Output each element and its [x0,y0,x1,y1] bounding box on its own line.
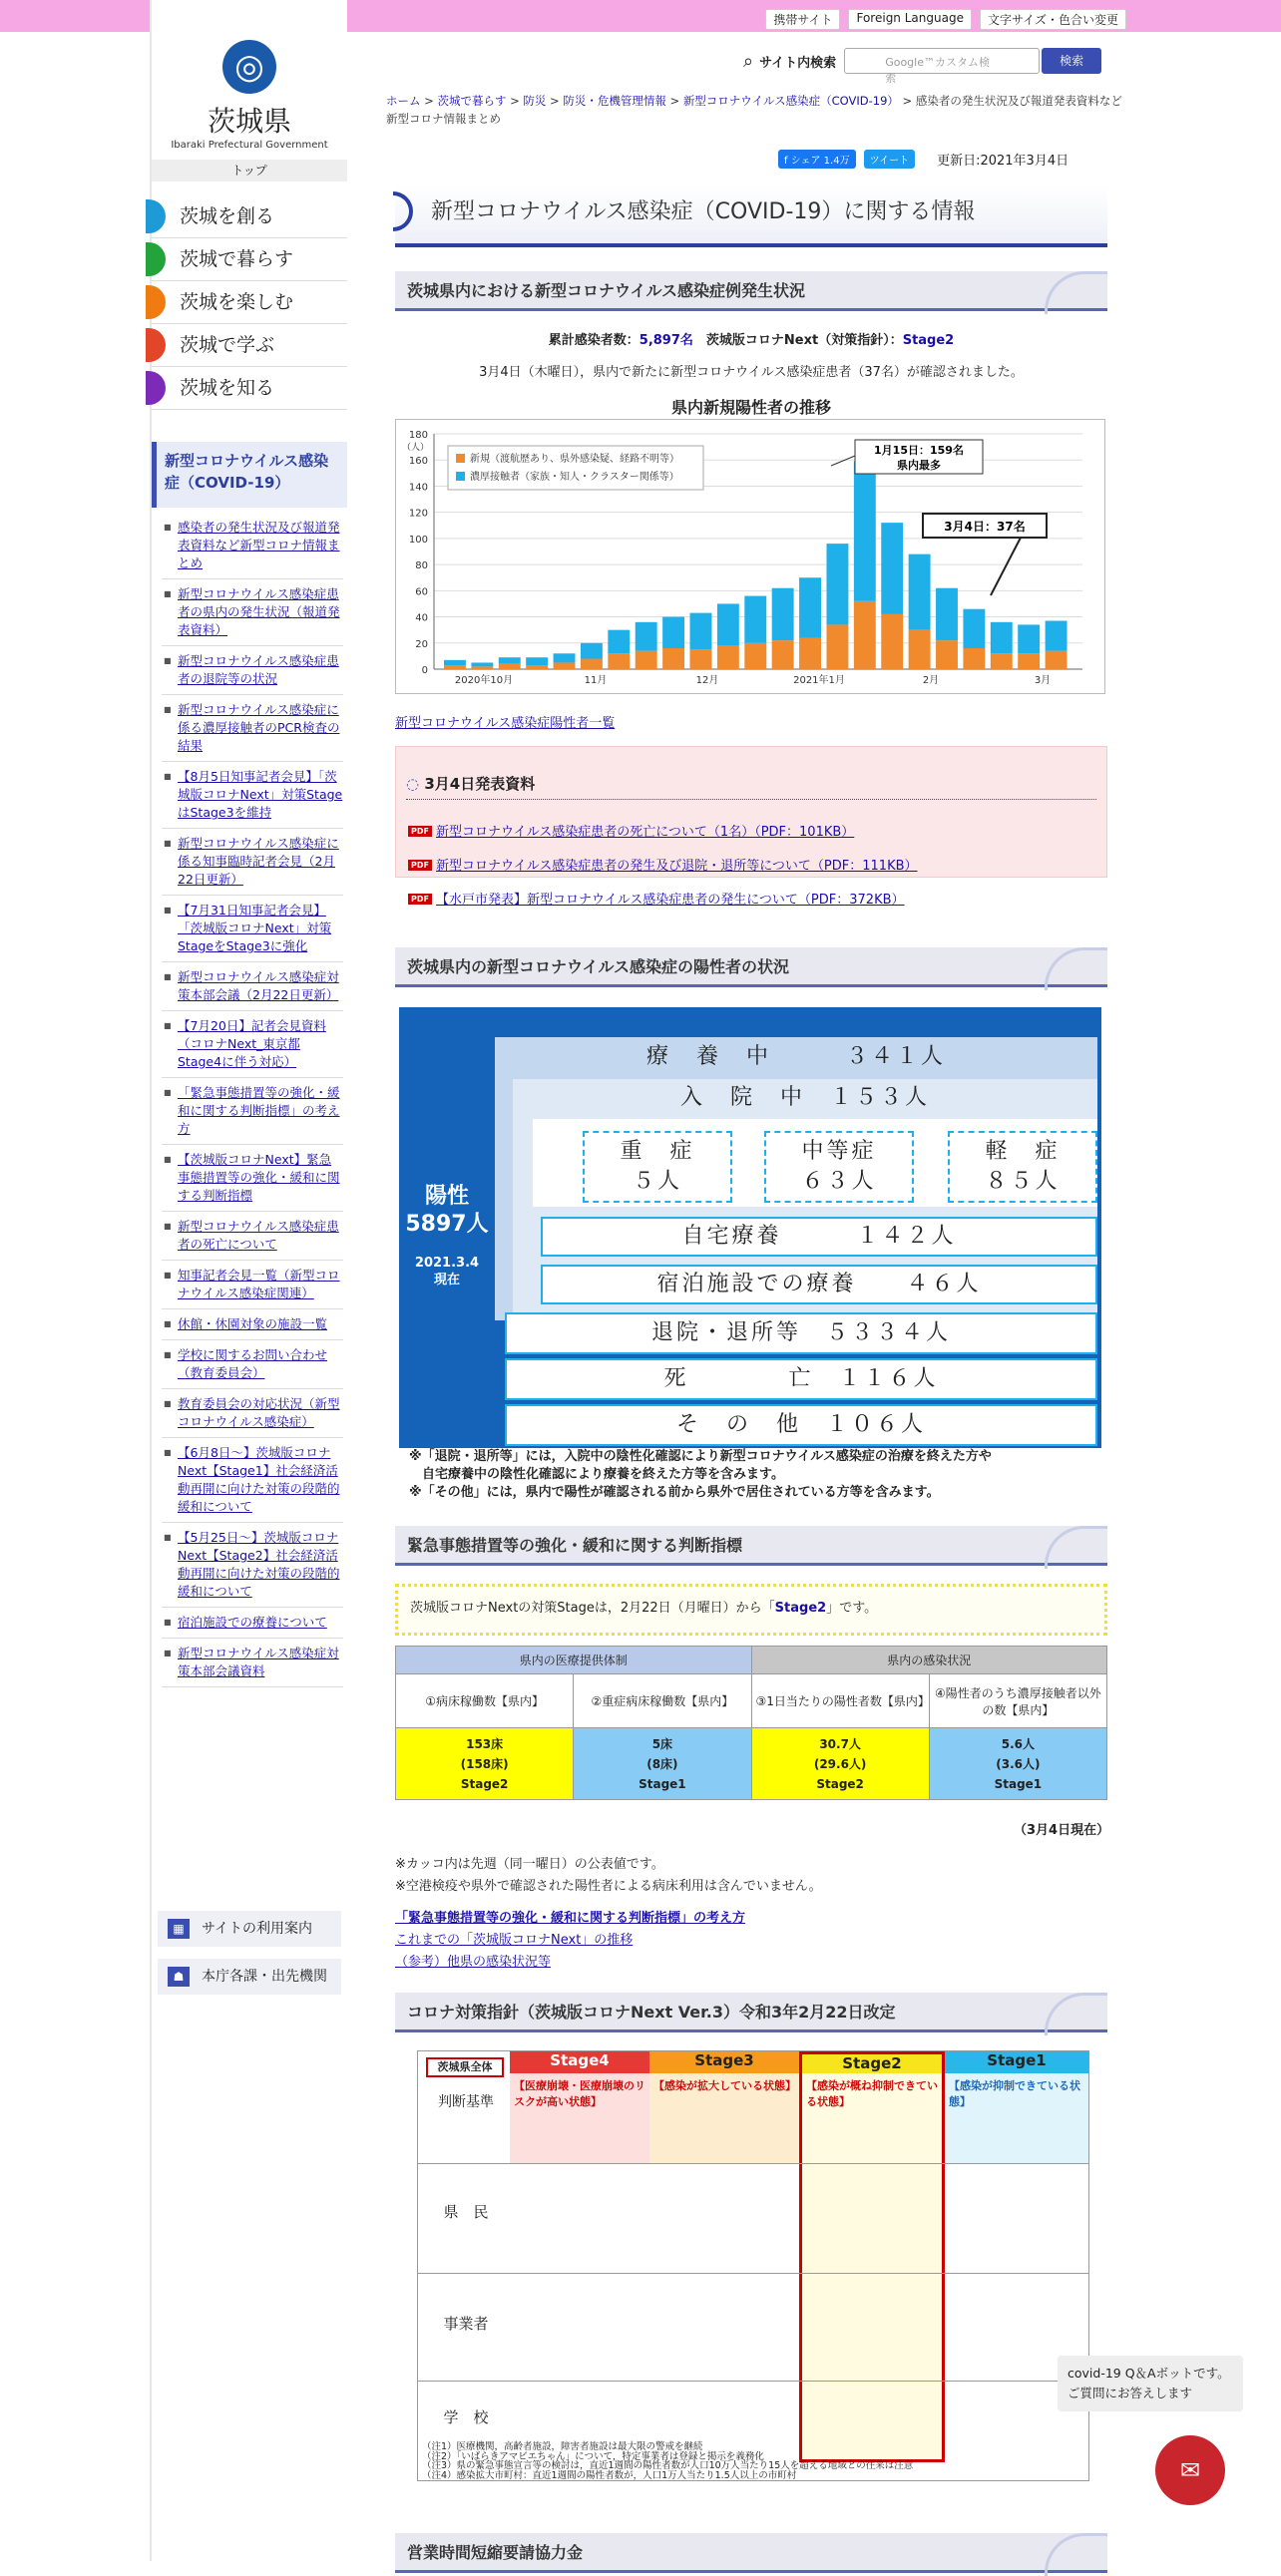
pdf-icon: PDF [408,826,432,837]
search-button[interactable]: 検索 [1042,48,1101,74]
row-criteria: 判断基準 [438,2094,494,2110]
y-tick-label: 100 [408,534,428,546]
logo-text-jp: 茨城県 [207,105,291,138]
bar-new [526,665,548,669]
dotted-divider [406,799,1096,800]
bar-new [826,624,848,669]
menu-item-label: 茨城で学ぶ [180,334,275,356]
site-guide-label: サイトの利用案内 [202,1921,313,1937]
bar-contact [799,577,821,637]
search-icon: ⌕ [743,50,754,72]
row-divider [418,2381,1088,2382]
row-divider [418,2273,1088,2274]
severe-box [583,1131,732,1203]
value-main: 5床 [651,1736,673,1751]
bar-contact [581,643,603,659]
facebook-share-button[interactable]: f シェア 1.4万 [778,150,856,169]
breadcrumb: ホーム > 茨城で暮らす > 防災 > 防災・危機管理情報 > 新型コロナウイルス感染症（COVID-19） > 感染者の発生状況及び報道発表資料など新型コロナ情報まとめ [386,94,1122,126]
status-note: ※「その他」には，県内で陽性が確認される前から県外で居住されている方等を含みます。 [409,1485,940,1500]
site-logo[interactable] [152,40,347,151]
x-tick-label: 12月 [695,675,719,686]
cumulative-summary [395,329,1107,348]
title-swirl-icon [393,191,413,231]
annotation-arrow [991,538,1021,595]
value-prev: (158床) [460,1756,509,1771]
pdf-link[interactable] [408,821,854,840]
y-tick-label: 0 [421,665,428,676]
bar-contact [1018,624,1040,653]
indicator-note: ※空港検疫や県外で確認された陽性者による病床利用は含んでいません。 [395,1879,822,1894]
value-main: 153床 [466,1736,504,1751]
indicator-value [396,1728,574,1800]
sidebar-link[interactable]: ■ 「緊急事態措置等の強化・緩和に関する判断指標」の考え方 [162,1078,343,1145]
moderate-box [764,1131,914,1203]
nav-top[interactable]: トップ [152,160,347,182]
annotation-sub: 県内最多 [897,459,941,472]
x-tick-label: 2020年10月 [454,675,514,686]
positive-label: 陽性 [424,1184,469,1209]
value-stage: Stage1 [994,1776,1043,1791]
mild-box [948,1131,1097,1203]
y-tick-label: 80 [415,560,428,572]
indicator-value [929,1728,1106,1800]
as-of-note: （3月4日現在） [1014,1823,1110,1838]
y-tick-label: 120 [408,508,428,520]
pdf-link[interactable] [408,855,918,874]
row-divider [418,2163,1088,2164]
summary-mid: 茨城版コロナNext（対策指針）： [692,333,903,348]
bar-new [909,630,931,669]
bar-contact [444,660,466,665]
page-title-text: 新型コロナウイルス感染症（COVID-19）に関する情報 [431,199,976,224]
x-tick-label: 11月 [584,675,608,686]
bar-new [881,614,903,669]
bar-new [608,653,630,669]
menu-item[interactable] [152,324,347,367]
bar-new [662,648,684,669]
as-of-date-value: 2021.3.4 [414,1256,480,1271]
bar-new [690,649,712,669]
press-release-heading [406,773,535,794]
mobile-site-link[interactable]: 携帯サイト [765,9,840,30]
sidebar-links [162,513,343,1687]
breadcrumb-current: 感染者の発生状況及び報道発表資料など新型コロナ情報まとめ [386,94,1122,126]
bar-new [854,601,876,669]
sidebar-link[interactable]: ■ 新型コロナウイルス感染症対策本部会議資料 [162,1639,343,1687]
menu-item[interactable] [152,195,347,238]
pdf-link-label: 【水戸市発表】新型コロナウイルス感染症患者の発生について（PDF：372KB） [435,893,905,908]
indicator-policy-link[interactable]: 「緊急事態措置等の強化・緩和に関する判断指標」の考え方 [395,1911,746,1926]
discharged-box: 退院・退所等 ５３３４人 [505,1312,1097,1354]
press-release-title: 3月4日発表資料 [424,775,536,793]
cumulative-count-link[interactable]: 5,897名 [639,333,693,348]
bar-contact [854,462,876,601]
y-tick-label: 160 [408,456,428,468]
bar-contact [963,609,985,648]
x-tick-label: 2021年1月 [793,675,845,686]
indicator-value [574,1728,751,1800]
positive-list-link[interactable]: 新型コロナウイルス感染症陽性者一覧 [395,716,616,731]
bar-new [581,659,603,669]
bar-contact [1046,620,1068,650]
bar-contact [636,622,657,651]
menu-item-label: 茨城で暮らす [180,248,294,270]
bar-contact [991,622,1013,653]
stage2-header: Stage2 [799,2051,945,2073]
stage-notice-pre: 茨城版コロナNextの対策Stageは，2月22日（月曜日）から「 [410,1601,775,1616]
guideline-corner: 茨城県全体 [426,2057,504,2077]
section-heading-indicators: 緊急事態措置等の強化・緩和に関する判断指標 [395,1526,1107,1566]
bar-new [717,645,739,669]
sidebar-link[interactable]: ■ 教育委員会の対応状況（新型コロナウイルス感染症） [162,1389,343,1438]
menu-item-label: 茨城を楽しむ [180,291,294,313]
row-residents: 県 民 [443,2203,489,2221]
menu-marker-icon [146,285,166,319]
site-search [743,48,1101,85]
positive-count: 5897人 [405,1212,489,1237]
next-history-link[interactable]: これまでの「茨城版コロナNext」の推移 [395,1933,634,1948]
indicator-col: ①病床稼働数【県内】 [396,1674,574,1728]
bar-contact [662,617,684,648]
moderate-count: ６３人 [801,1169,877,1194]
indicator-head-infection: 県内の感染状況 [751,1647,1107,1674]
section-heading-cases: 茨城県内における新型コロナウイルス感染症例発生状況 [395,271,1107,311]
today-announcement: 3月4日（木曜日），県内で新たに新型コロナウイルス感染症患者（37名）が確認されました。 [479,365,1024,380]
breadcrumb-bosai[interactable]: 防災 [523,94,547,108]
sidebar-link[interactable]: ■ 新型コロナウイルス感染症に係る知事臨時記者会見（2月22日更新） [162,829,343,896]
menu-marker-icon [146,328,166,362]
indicator-col: ④陽性者のうち濃厚接触者以外の数【県内】 [929,1674,1106,1728]
hotel-care-box: 宿泊施設での療養 ４６人 [541,1265,1097,1304]
site-guide-link[interactable] [158,1911,341,1947]
value-prev: (8床) [646,1756,678,1771]
stage-link[interactable]: Stage2 [902,333,955,348]
sidebar-link[interactable]: ■ 休館・休園対象の施設一覧 [162,1309,343,1340]
sidebar-link[interactable]: ■ 新型コロナウイルス感染症患者の県内の発生状況（報道発表資料） [162,579,343,646]
bar-new [636,651,657,669]
bar-contact [471,662,493,666]
guideline-note: （注1）医療機関，高齢者施設，障害者施設は最大限の警戒を継続 [422,2441,703,2452]
bar-new [444,665,466,669]
bar-new [772,640,794,669]
status-note: ※「退院・退所等」には，入院中の陰性化確認により新型コロナウイルス感染症の治療を終えた方や [409,1449,992,1464]
grid-icon: ▦ [168,1919,190,1939]
stage2-column: 【感染が概ね抑制できている状態】 [799,2073,945,2462]
chart-title: 県内新規陽性者の推移 [670,398,831,417]
stage1-criteria: 【感染が抑制できている状態】 [945,2073,1088,2163]
twitter-tweet-button[interactable]: ツイート [864,150,916,169]
global-menu [152,195,347,410]
as-of-date [403,1255,491,1288]
legend-swatch [456,472,465,481]
chat-icon[interactable]: ✉ [1155,2435,1225,2505]
pdf-link-label: 新型コロナウイルス感染症患者の死亡について（1名）（PDF：101KB） [435,825,855,840]
bar-new [554,662,576,669]
search-label: サイト内検索 [759,55,837,71]
y-tick-label: 180 [408,430,428,441]
menu-marker-icon [146,371,166,405]
bar-new [1046,651,1068,669]
page-title [395,185,1107,247]
new-cases-chart-svg [396,420,1104,693]
nyuin-label: 入 院 中 １５３人 [679,1085,930,1110]
section-heading-guideline: コロナ対策指針（茨城版コロナNext Ver.3）令和3年2月22日改定 [395,1993,1107,2032]
top-links [765,9,1126,30]
bar-new [991,653,1013,669]
bar-contact [826,544,848,624]
indicator-note: ※カッコ内は先週（同一曜日）の公表値です。 [395,1857,664,1872]
annotation-arrow [831,456,855,466]
stage1-header: Stage1 [945,2051,1088,2073]
guideline-note: （注3）県の緊急事態宣言等の検討は，直近1週間の陽性者数が人口10万人当たり15人を超える地域との往来は注意 [422,2460,914,2471]
indicator-value [751,1728,929,1800]
menu-item-label: 茨城を知る [180,377,275,399]
bar-contact [499,657,521,664]
foreign-language-link[interactable]: Foreign Language [848,9,971,30]
moderate-label: 中等症 [801,1139,877,1164]
indicator-table [395,1646,1107,1800]
chatbot-prompt[interactable]: covid-19 Q＆Aボットです。ご質問にお答えします [1058,2356,1243,2411]
stage3-criteria: 【感染が拡大している状態】 [649,2073,799,2163]
y-tick-label: 40 [415,612,428,624]
sidebar-link[interactable]: ■ 【6月8日～】茨城版コロナNext【Stage1】社会経済活動再開に向けた対策の段階的緩和について [162,1438,343,1523]
row-businesses: 事業者 [443,2315,489,2333]
bar-contact [554,653,576,662]
bar-new [936,640,958,669]
stage4-criteria: 【医療崩壊・医療崩壊のリスクが高い状態】 [510,2073,649,2163]
stage3-header: Stage3 [649,2051,799,2073]
y-tick-label: 140 [408,482,428,494]
bar-contact [881,523,903,614]
menu-item[interactable] [152,367,347,410]
updated-date: 更新日:2021年3月4日 [937,154,1069,169]
departments-link[interactable] [158,1959,341,1995]
pdf-link-label: 新型コロナウイルス感染症患者の発生及び退院・退所等について（PDF：111KB） [435,859,918,874]
x-tick-label: 2月 [922,675,940,686]
indicator-col: ②重症病床稼働数【県内】 [574,1674,751,1728]
status-note: 自宅療養中の陰性化確認により療養を終えた方等を含みます。 [409,1467,784,1482]
sidebar-link[interactable]: ■ 知事記者会見一覧（新型コロナウイルス感染症関連） [162,1261,343,1309]
logo-swirl-icon: ◎ [222,40,276,94]
breadcrumb-covid[interactable]: 新型コロナウイルス感染症（COVID-19） [682,94,899,108]
menu-marker-icon [146,199,166,233]
row-schools: 学 校 [443,2408,489,2426]
sidebar-link[interactable]: ■ 学校に関するお問い合わせ（教育委員会） [162,1340,343,1389]
bar-contact [526,657,548,665]
mild-label: 軽 症 [985,1139,1061,1164]
pdf-icon: PDF [408,860,432,871]
departments-label: 本庁各課・出先機関 [202,1969,327,1985]
other-prefectures-link[interactable]: （参考）他県の感染状況等 [395,1955,552,1970]
bar-new [1018,653,1040,669]
sidebar-link[interactable]: ■ 【7月31日知事記者会見】「茨城版コロナNext」対策StageをStage3に強化 [162,896,343,962]
positive-status-diagram [399,1007,1101,1448]
ryoyo-label: 療 養 中 ３４１人 [645,1044,946,1069]
deaths-box: 死 亡 １１６人 [505,1358,1097,1400]
legend-label: 濃厚接触者（家族・知人・クラスター関係等） [470,472,679,483]
bar-contact [608,630,630,654]
guideline-note: （注2）「いばらきアマビエちゃん」について，特定事業者は登録と掲示を義務化 [422,2450,764,2462]
indicator-col: ③1日当たりの陽性者数【県内】 [751,1674,929,1728]
bar-contact [744,596,766,643]
share-bar [778,150,1068,169]
sidebar-link[interactable]: ■ 新型コロナウイルス感染症に係る濃厚接触者のPCR検査の結果 [162,695,343,762]
indicator-head-medical: 県内の医療提供体制 [396,1647,752,1674]
sidebar-link[interactable]: ■ 新型コロナウイルス感染症患者の死亡について [162,1212,343,1261]
stage4-header: Stage4 [510,2051,649,2073]
value-stage: Stage2 [816,1776,864,1791]
guideline-notes [422,2442,1084,2480]
bar-new [471,666,493,669]
breadcrumb-bosai-info[interactable]: 防災・危機管理情報 [563,94,666,108]
bar-new [799,638,821,669]
bar-contact [936,588,958,640]
sidebar-link[interactable]: ■ 新型コロナウイルス感染症患者の退院等の状況 [162,646,343,695]
breadcrumb-live[interactable]: 茨城で暮らす [437,94,507,108]
menu-item-label: 茨城を創る [180,205,275,227]
bar-new [499,664,521,669]
section-heading-positives: 茨城県内の新型コロナウイルス感染症の陽性者の状況 [395,947,1107,987]
sidebar-link[interactable]: ■ 新型コロナウイルス感染症対策本部会議（2月22日更新） [162,962,343,1011]
menu-item[interactable] [152,281,347,324]
value-stage: Stage1 [639,1776,686,1791]
bar-contact [690,613,712,650]
swirl-icon: ◌ [406,775,420,793]
value-main: 30.7人 [819,1736,861,1751]
status-notes [409,1448,992,1502]
guideline-table [417,2050,1089,2481]
bar-contact [772,588,794,640]
pdf-link[interactable] [408,889,905,908]
menu-item[interactable] [152,238,347,281]
stage-notice [395,1584,1107,1636]
menu-marker-icon [146,242,166,276]
section-heading-subsidy: 営業時間短縮要請協力金 [395,2533,1107,2573]
logo-text-en: Ibaraki Prefectural Government [171,140,328,151]
sidebar-link[interactable]: ■ 【茨城版コロナNext】緊急事態措置等の強化・緩和に関する判断指標 [162,1145,343,1212]
new-cases-chart [395,419,1105,694]
as-of-date-sub: 現在 [433,1273,460,1288]
breadcrumb-home[interactable]: ホーム [386,94,421,108]
value-prev: (29.6人) [813,1756,867,1771]
bar-contact [909,554,931,630]
guideline-note: （注4）感染拡大市町村：直近1週間の陽性者数が，人口1万人当たり1.5人以上の市町村 [422,2469,797,2481]
value-main: 5.6人 [1001,1736,1035,1751]
bar-new [963,648,985,669]
sidebar-link[interactable]: ■ 宿泊施設での療養について [162,1608,343,1639]
sidebar-link[interactable]: ■ 【8月5日知事記者会見】「茨城版コロナNext」対策StageはStage3を維持 [162,762,343,829]
severe-label: 重 症 [620,1139,695,1164]
bar-contact [717,603,739,645]
pdf-icon: PDF [408,894,432,905]
severe-count: ５人 [632,1169,682,1194]
others-box: そ の 他 １０６人 [505,1404,1097,1446]
x-tick-label: 3月 [1034,675,1052,686]
sidebar-link[interactable]: ■ 感染者の発生状況及び報道発表資料など新型コロナ情報まとめ [162,513,343,579]
legend-label: 新規（渡航歴あり、県外感染疑、経路不明等） [470,454,679,465]
mild-count: ８５人 [985,1169,1061,1194]
sidebar-heading[interactable]: 新型コロナウイルス感染症（COVID-19） [152,442,347,508]
value-stage: Stage2 [460,1776,509,1791]
people-icon: ☗ [168,1967,190,1987]
sidebar-link[interactable]: ■ 【7月20日】記者会見資料（コロナNext_東京都Stage4に伴う対応） [162,1011,343,1078]
positive-total [403,1183,491,1239]
legend-box [448,446,703,490]
legend-swatch [456,454,465,463]
value-prev: (3.6人) [996,1756,1041,1771]
annotation-text: 1月15日：159名 [874,444,964,457]
y-tick-label: 60 [415,586,428,598]
annotation-text: 3月4日：37名 [944,520,1026,534]
search-input[interactable]: Google™カスタム検索 [844,48,1040,74]
y-axis-label: （人） [402,443,430,453]
stage-notice-post: 」です。 [826,1601,878,1616]
font-size-link[interactable]: 文字サイズ・色合い変更 [980,9,1126,30]
stage-notice-link[interactable]: Stage2 [774,1601,827,1616]
bar-new [744,643,766,669]
home-care-box: 自宅療養 １４２人 [541,1217,1097,1257]
summary-label: 累計感染者数： [548,333,640,348]
sidebar-link[interactable]: ■ 【5月25日～】茨城版コロナNext【Stage2】社会経済活動再開に向けた対策の段階的緩和について [162,1523,343,1608]
y-tick-label: 20 [415,638,428,650]
press-release-box [395,746,1107,908]
sidebar [152,0,347,2561]
